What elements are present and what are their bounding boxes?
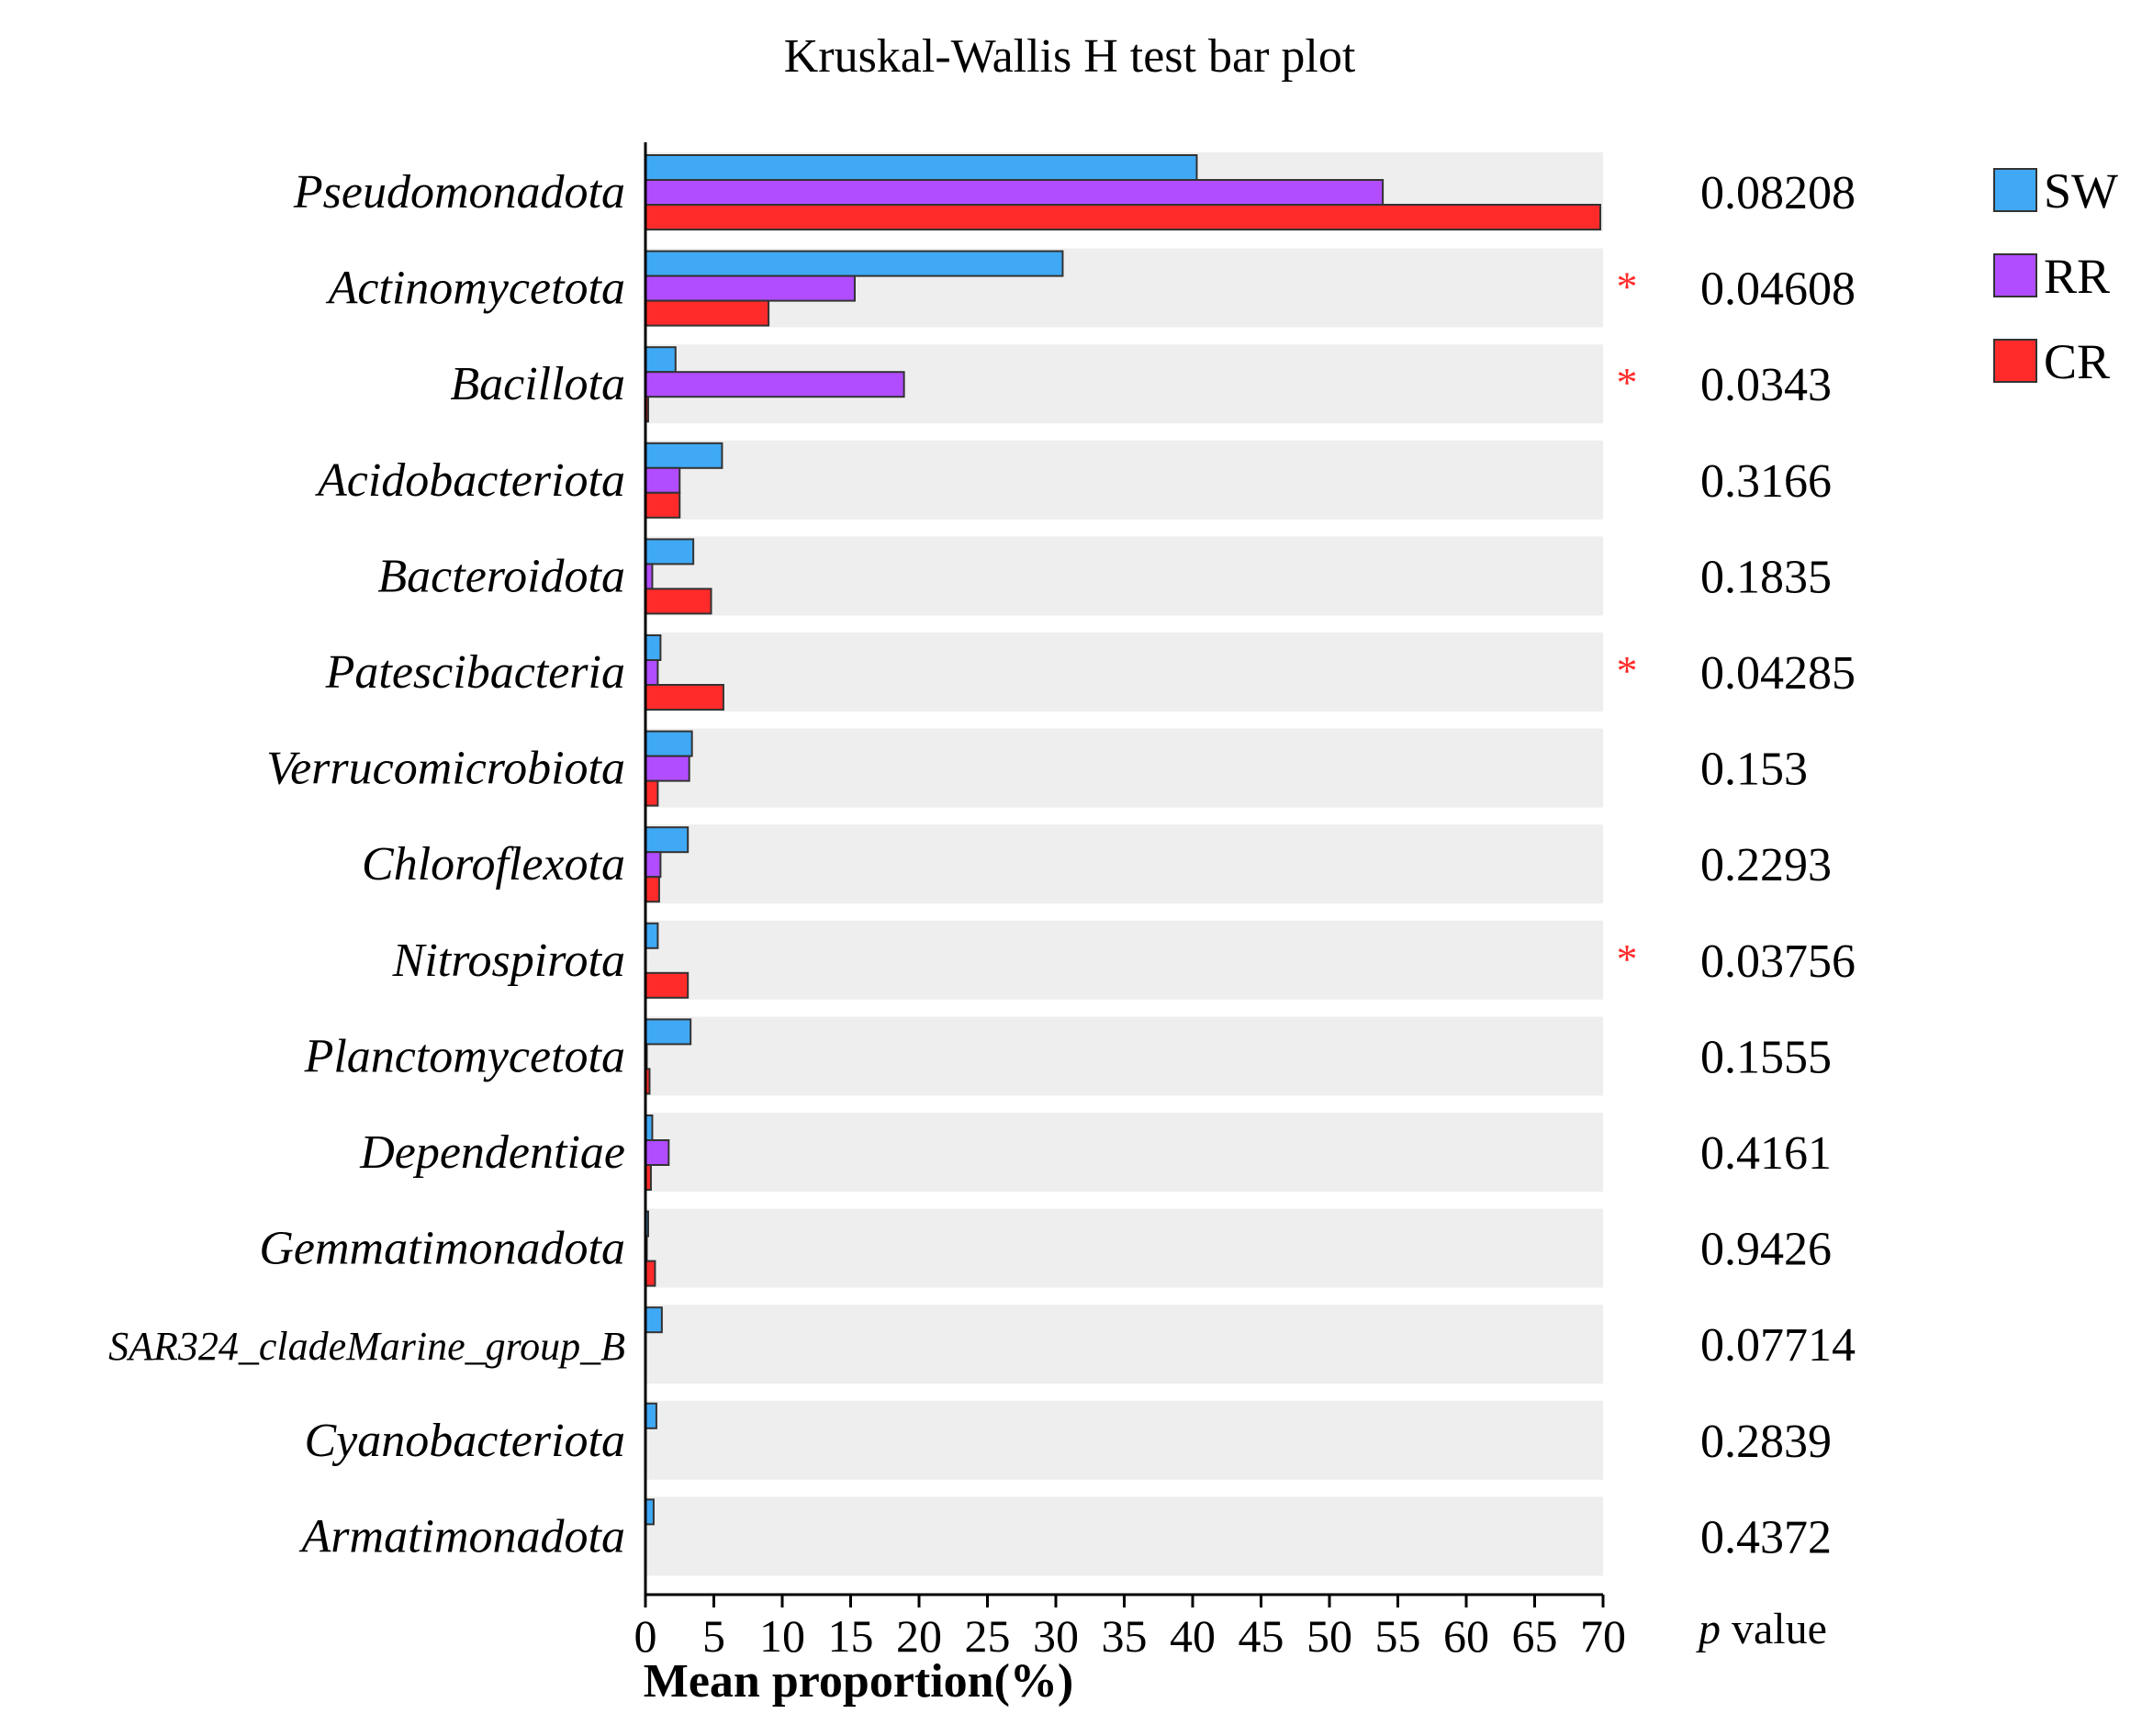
x-tick-label: 40 (1170, 1610, 1216, 1662)
category-label: Dependentiae (360, 1126, 625, 1179)
bar-rr (645, 852, 660, 877)
p-value-label: 0.0343 (1700, 359, 1832, 412)
x-tick-label: 5 (702, 1610, 725, 1662)
category-label: Armatimonadota (301, 1510, 625, 1563)
bar-rr (645, 372, 904, 397)
x-tick-label: 20 (896, 1610, 942, 1662)
legend-swatch-sw (1994, 169, 2036, 211)
bar-cr (645, 1261, 655, 1286)
p-value-label: 0.03756 (1700, 935, 1856, 988)
x-axis-title: Mean proportion(%) (643, 1655, 1074, 1708)
row-band (645, 633, 1603, 711)
category-label: Bacteroidota (377, 550, 625, 603)
legend (1994, 163, 2118, 389)
bar-sw (645, 1019, 690, 1044)
legend-swatch-rr (1994, 254, 2036, 297)
category-label: Pseudomonadota (293, 166, 625, 218)
bar-rr (645, 660, 657, 685)
p-value-label: 0.4372 (1700, 1511, 1832, 1564)
p-value-axis-title (1696, 1605, 1827, 1653)
row-band (645, 1305, 1603, 1383)
legend-swatch-cr (1994, 340, 2036, 382)
row-band (645, 921, 1603, 1000)
row-bands (645, 152, 1603, 1575)
p-value-label: 0.9426 (1700, 1223, 1832, 1276)
bar-rr (645, 468, 679, 493)
x-tick-label: 55 (1374, 1610, 1421, 1662)
category-label: Nitrospirota (392, 934, 625, 987)
p-value-label: 0.04608 (1700, 263, 1856, 316)
x-tick-label: 30 (1033, 1610, 1079, 1662)
bar-rr (645, 180, 1383, 205)
x-tick-label: 0 (634, 1610, 657, 1662)
p-value-label: 0.1835 (1700, 551, 1832, 604)
bar-cr (645, 301, 768, 326)
significance-star: * (1616, 647, 1638, 694)
p-value-label: 0.2839 (1700, 1415, 1832, 1468)
p-value-label: 0.4161 (1700, 1127, 1832, 1180)
bar-cr (645, 973, 688, 998)
bar-sw (645, 1404, 656, 1428)
bar-cr (645, 205, 1600, 230)
significance-star: * (1616, 935, 1638, 982)
category-label: SAR324_cladeMarine_group_B (108, 1324, 625, 1370)
bar-sw (645, 827, 688, 852)
bar-sw (645, 924, 657, 948)
bar-rr (645, 276, 855, 301)
category-label: Chloroflexota (362, 838, 625, 891)
p-value-label: 0.04285 (1700, 647, 1856, 700)
bar-rr (645, 1140, 668, 1165)
x-tick-label: 50 (1306, 1610, 1352, 1662)
x-tick-label: 35 (1101, 1610, 1148, 1662)
row-band (645, 1209, 1603, 1288)
x-tick-label: 65 (1511, 1610, 1558, 1662)
significance-star: * (1616, 263, 1638, 310)
category-label: Planctomycetota (304, 1030, 625, 1083)
p-value-title-rest: value (1721, 1605, 1827, 1653)
bar-sw (645, 539, 693, 564)
row-band (645, 1496, 1603, 1575)
p-value-label: 0.153 (1700, 743, 1808, 796)
row-band (645, 1016, 1603, 1095)
row-band (645, 441, 1603, 520)
bar-cr (645, 781, 657, 806)
x-tick-label: 15 (827, 1610, 874, 1662)
p-value-label: 0.07714 (1700, 1319, 1856, 1372)
legend-label-cr: CR (2044, 334, 2111, 389)
category-labels (108, 166, 625, 1562)
row-band (645, 729, 1603, 808)
category-label: Gemmatimonadota (259, 1222, 625, 1275)
x-tick-label: 10 (759, 1610, 805, 1662)
bar-sw (645, 635, 660, 660)
bar-rr (645, 756, 690, 781)
bar-sw (645, 347, 676, 372)
chart-title: Kruskal-Wallis H test bar plot (783, 30, 1356, 83)
category-label: Acidobacteriota (317, 454, 625, 507)
category-label: Patescibacteria (325, 646, 625, 699)
x-tick-label: 70 (1580, 1610, 1626, 1662)
p-value-label: 0.08208 (1700, 167, 1856, 219)
x-tick-label: 60 (1443, 1610, 1489, 1662)
category-label: Cyanobacteriota (304, 1414, 625, 1467)
x-tick-label: 45 (1238, 1610, 1284, 1662)
row-band (645, 1401, 1603, 1480)
p-value-label: 0.3166 (1700, 454, 1832, 508)
row-band (645, 1113, 1603, 1192)
significance-star: * (1616, 359, 1638, 407)
p-value-label: 0.2293 (1700, 839, 1832, 892)
p-value-title-italic: p (1699, 1605, 1721, 1653)
row-band (645, 536, 1603, 615)
row-band (645, 824, 1603, 903)
bar-sw (645, 155, 1196, 180)
legend-label-rr: RR (2044, 249, 2111, 304)
bar-cr (645, 588, 712, 613)
bar-sw (645, 732, 692, 756)
bar-sw (645, 1307, 662, 1332)
legend-label-sw: SW (2044, 163, 2118, 218)
p-value-column (1617, 167, 1856, 1563)
bar-cr (645, 685, 723, 710)
category-label: Bacillota (450, 358, 625, 411)
category-label: Verrucomicrobiota (266, 742, 625, 795)
bar-cr (645, 493, 679, 518)
x-tick-label: 25 (964, 1610, 1011, 1662)
category-label: Actinomycetota (328, 262, 625, 315)
bar-sw (645, 443, 722, 468)
bar-sw (645, 252, 1062, 276)
p-value-label: 0.1555 (1700, 1031, 1832, 1084)
bar-cr (645, 877, 659, 902)
